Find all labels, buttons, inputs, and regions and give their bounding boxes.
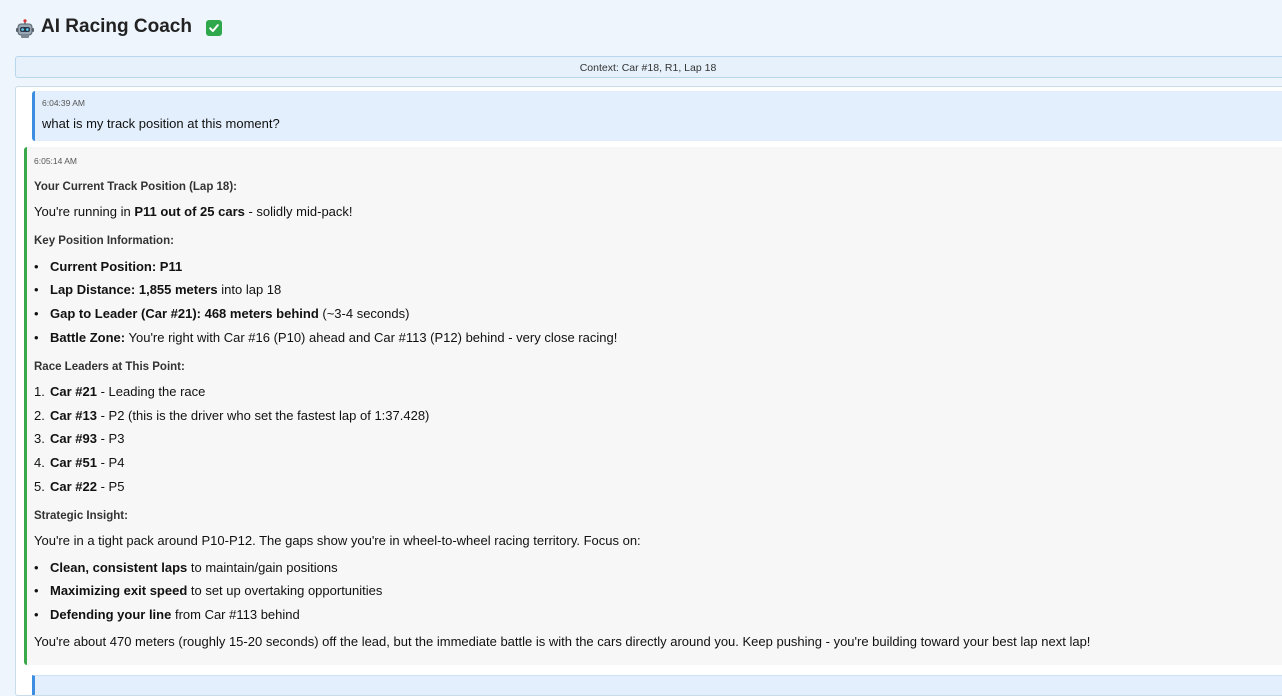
position-value: P11 out of 25 cars: [134, 204, 245, 219]
item-label: Battle Zone:: [50, 330, 126, 345]
list-item: • Lap Distance: 1,855 meters into lap 18: [34, 282, 282, 297]
item-text: You're right with Car #16 (P10) ahead and Car #113 (P12) behind - very close racing!: [125, 330, 618, 345]
item-text: - P5: [96, 479, 125, 494]
list-item: • Current Position: P11: [34, 259, 183, 274]
list-item: • Battle Zone: You're right with Car #16 (P10) ahead and Car #113 (P12) behind - very close racing!: [34, 330, 618, 345]
item-text: - Leading the race: [96, 384, 206, 399]
ai-message: [24, 147, 1282, 665]
item-number: 1.: [34, 384, 45, 399]
text: - solidly mid-pack!: [244, 204, 353, 219]
app-title: AI Racing Coach: [41, 16, 192, 37]
list-item: [34, 455, 124, 471]
item-text: - P4: [96, 455, 125, 470]
item-label: Car #51: [50, 455, 97, 470]
chat-panel[interactable]: [15, 86, 1282, 696]
list-item: [34, 408, 429, 424]
item-text: (~3-4 seconds): [318, 306, 410, 321]
closing-paragraph: You're about 470 meters (roughly 15-20 seconds) off the lead, but the immediate battle is with the cars directly around you. Keep pushing - you're building toward your best lap next lap!: [34, 634, 1091, 649]
item-text: - P2 (this is the driver who set the fastest lap of 1:37.428): [96, 408, 430, 423]
item-label: Defending your line: [50, 607, 172, 622]
heading-key-info: Key Position Information:: [34, 235, 174, 247]
text: You're running in: [34, 204, 135, 219]
item-number: 2.: [34, 408, 45, 423]
heading-race-leaders: Race Leaders at This Point:: [34, 361, 185, 373]
item-label: Maximizing exit speed: [50, 583, 188, 598]
item-label: Car #93: [50, 431, 97, 446]
item-number: 5.: [34, 479, 45, 494]
item-label: Current Position: P11: [50, 259, 183, 274]
message-timestamp: 6:04:39 AM: [42, 98, 86, 108]
list-item: [34, 479, 124, 495]
position-summary: [34, 204, 353, 220]
heading-track-position: Your Current Track Position (Lap 18):: [34, 181, 237, 193]
list-item: [34, 384, 205, 400]
item-label: Clean, consistent laps: [50, 560, 188, 575]
item-number: 4.: [34, 455, 45, 470]
item-text: to maintain/gain positions: [187, 560, 338, 575]
item-text: from Car #113 behind: [171, 607, 300, 622]
message-timestamp: 6:05:14 AM: [34, 156, 78, 166]
context-label: Context: Car #18, R1, Lap 18: [579, 62, 717, 74]
user-message-text: what is my track position at this moment?: [42, 116, 280, 131]
list-item: • Maximizing exit speed to set up overtaking opportunities: [34, 583, 383, 598]
item-label: Lap Distance: 1,855 meters: [50, 282, 218, 297]
item-text: - P3: [96, 431, 125, 446]
item-label: Car #21: [50, 384, 97, 399]
user-message: [32, 91, 1282, 141]
check-icon: [206, 20, 222, 36]
insight-paragraph: You're in a tight pack around P10-P12. The gaps show you're in wheel-to-wheel racing territory. Focus on:: [34, 533, 641, 548]
list-item: • Gap to Leader (Car #21): 468 meters behind (~3-4 seconds): [34, 306, 410, 321]
list-item: • Clean, consistent laps to maintain/gain positions: [34, 560, 338, 575]
context-bar: [15, 56, 1282, 78]
item-text: into lap 18: [217, 282, 282, 297]
item-text: to set up overtaking opportunities: [187, 583, 383, 598]
next-user-message: [32, 675, 1282, 696]
item-label: Gap to Leader (Car #21): 468 meters behind: [50, 306, 319, 321]
robot-icon: [15, 19, 35, 39]
list-item: • Defending your line from Car #113 behind: [34, 607, 300, 622]
heading-strategic-insight: Strategic Insight:: [34, 510, 128, 522]
item-label: Car #22: [50, 479, 97, 494]
list-item: [34, 431, 124, 447]
item-label: Car #13: [50, 408, 97, 423]
app-header: [15, 14, 222, 40]
item-number: 3.: [34, 431, 45, 446]
